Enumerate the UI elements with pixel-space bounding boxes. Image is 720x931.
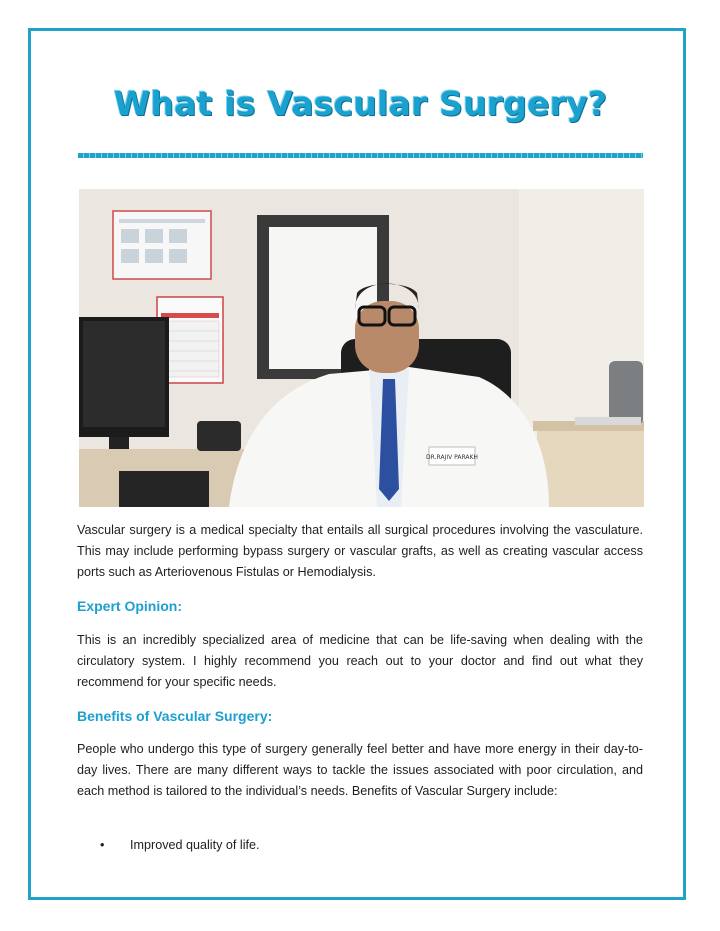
list-item-text: Improved quality of life.	[130, 838, 260, 852]
intro-paragraph: Vascular surgery is a medical specialty that entails all surgical procedures involving the vasculature. This may include performing bypass surgery or vascular grafts, as well as creating vascular access ports such as Arteriovenous Fistulas or Hemodialysis.	[77, 523, 643, 579]
expert-opinion-paragraph: This is an incredibly specialized area of medicine that can be life-saving when dealing with the circulatory system. I highly recommend you reach out to your doctor and find out what they recommend for your specific needs.	[77, 633, 643, 689]
doctor-photo	[79, 189, 644, 507]
page-title: What is Vascular Surgery?	[113, 84, 608, 123]
name-badge: DR.RAJIV PARAKH	[426, 454, 478, 461]
bullet-icon: •	[100, 838, 105, 852]
section-heading-benefits: Benefits of Vascular Surgery:	[77, 708, 273, 724]
title-underline	[78, 153, 643, 158]
wall-poster-hygiene	[113, 211, 211, 279]
benefits-paragraph: People who undergo this type of surgery generally feel better and have more energy in their day-to-day lives. There are many different ways to tackle the issues associated with poor circulation, and each method is tailored to the individual’s needs. Benefits of Vascular Surgery include:	[77, 742, 643, 798]
section-heading-expert-opinion: Expert Opinion:	[77, 598, 182, 614]
